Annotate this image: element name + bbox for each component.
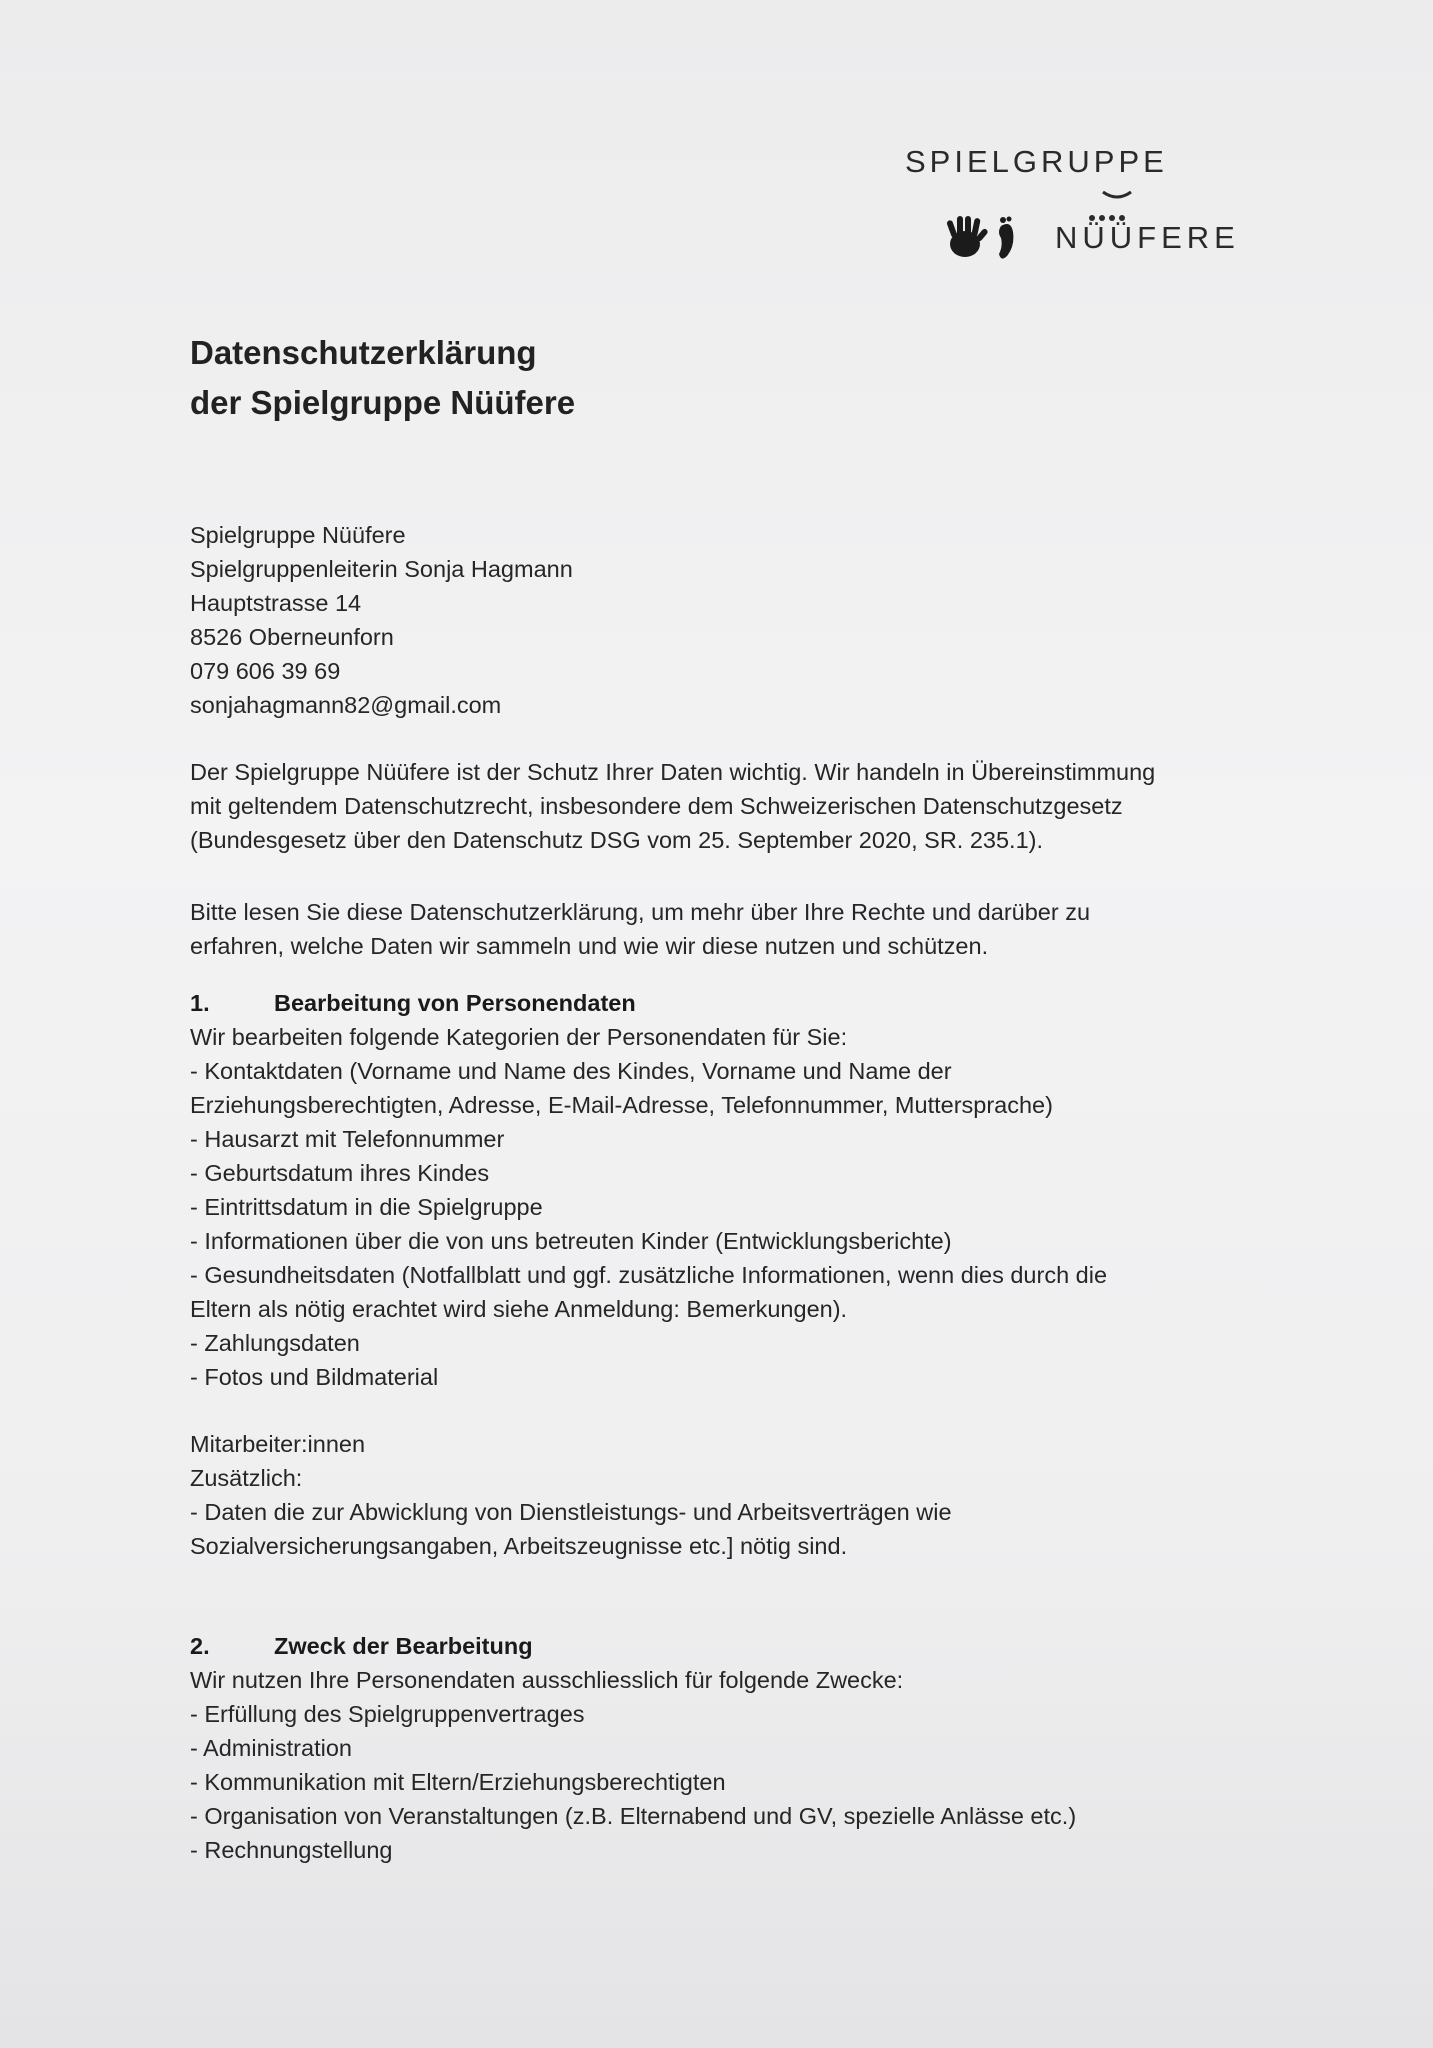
document-title <box>190 328 575 428</box>
list-item: - Daten die zur Abwicklung von Dienstleistungs- und Arbeitsverträgen wie <box>190 1499 952 1525</box>
foot-print-icon <box>999 217 1013 259</box>
list-item: - Fotos und Bildmaterial <box>190 1364 439 1390</box>
address-line: Spielgruppe Nüüfere <box>190 522 406 548</box>
section-title: Zweck der Bearbeitung <box>274 1633 533 1659</box>
list-item: - Administration <box>190 1735 352 1761</box>
logo-text-nuufere: NÜÜFERE <box>1055 220 1240 255</box>
address-line: 8526 Oberneunforn <box>190 624 394 650</box>
paragraph-line: erfahren, welche Daten wir sammeln und wie wir diese nutzen und schützen. <box>190 933 989 959</box>
logo-text-spielgruppe: SPIELGRUPPE <box>905 144 1168 179</box>
list-item: - Eintrittsdatum in die Spielgruppe <box>190 1194 543 1220</box>
section-heading <box>190 986 1270 1020</box>
section-2 <box>190 1629 1270 1867</box>
title-line: Datenschutzerklärung <box>190 334 537 371</box>
spielgruppe-logo <box>905 132 1240 272</box>
list-item: - Kontaktdaten (Vorname und Name des Kindes, Vorname und Name der <box>190 1058 952 1084</box>
list-item: - Zahlungsdaten <box>190 1330 360 1356</box>
section-number: 1. <box>190 990 210 1016</box>
list-item: Sozialversicherungsangaben, Arbeitszeugnisse etc.] nötig sind. <box>190 1533 848 1559</box>
hand-print-icon <box>946 216 989 257</box>
list-item: - Gesundheitsdaten (Notfallblatt und ggf. zusätzliche Informationen, wenn dies durch die <box>190 1262 1108 1288</box>
email-address: sonjahagmann82@gmail.com <box>190 692 502 718</box>
title-line: der Spielgruppe Nüüfere <box>190 384 576 421</box>
list-item: - Rechnungstellung <box>190 1837 393 1863</box>
intro-paragraph <box>190 755 1270 857</box>
staff-line: Zusätzlich: <box>190 1465 303 1491</box>
list-item: Erziehungsberechtigten, Adresse, E-Mail-Adresse, Telefonnummer, Muttersprache) <box>190 1092 1053 1118</box>
paragraph-line: Bitte lesen Sie diese Datenschutzerklärung, um mehr über Ihre Rechte und darüber zu <box>190 899 1091 925</box>
paragraph-line: Der Spielgruppe Nüüfere ist der Schutz Ihrer Daten wichtig. Wir handeln in Übereinstimmung <box>190 759 1156 785</box>
list-item: - Geburtsdatum ihres Kindes <box>190 1160 490 1186</box>
address-line: Hauptstrasse 14 <box>190 590 362 616</box>
address-line: Spielgruppenleiterin Sonja Hagmann <box>190 556 573 582</box>
phone-number: 079 606 39 69 <box>190 658 341 684</box>
read-paragraph <box>190 895 1270 963</box>
list-item: - Organisation von Veranstaltungen (z.B. Elternabend und GV, spezielle Anlässe etc.) <box>190 1803 1077 1829</box>
list-item: - Erfüllung des Spielgruppenvertrages <box>190 1701 585 1727</box>
staff-section <box>190 1427 1270 1563</box>
section-line: Wir bearbeiten folgende Kategorien der Personendaten für Sie: <box>190 1024 848 1050</box>
section-1 <box>190 986 1270 1394</box>
list-item: - Hausarzt mit Telefonnummer <box>190 1126 505 1152</box>
section-heading <box>190 1629 1270 1663</box>
section-title: Bearbeitung von Personendaten <box>274 990 636 1016</box>
staff-line: Mitarbeiter:innen <box>190 1431 366 1457</box>
list-item: - Kommunikation mit Eltern/Erziehungsberechtigten <box>190 1769 726 1795</box>
paragraph-line: mit geltendem Datenschutzrecht, insbesondere dem Schweizerischen Datenschutzgesetz <box>190 793 1123 819</box>
list-item: Eltern als nötig erachtet wird siehe Anmeldung: Bemerkungen). <box>190 1296 848 1322</box>
section-line: Wir nutzen Ihre Personendaten ausschliesslich für folgende Zwecke: <box>190 1667 904 1693</box>
list-item: - Informationen über die von uns betreuten Kinder (Entwicklungsberichte) <box>190 1228 952 1254</box>
contact-address <box>190 518 573 722</box>
section-number: 2. <box>190 1633 210 1659</box>
paragraph-line: (Bundesgesetz über den Datenschutz DSG vom 25. September 2020, SR. 235.1). <box>190 827 1044 853</box>
